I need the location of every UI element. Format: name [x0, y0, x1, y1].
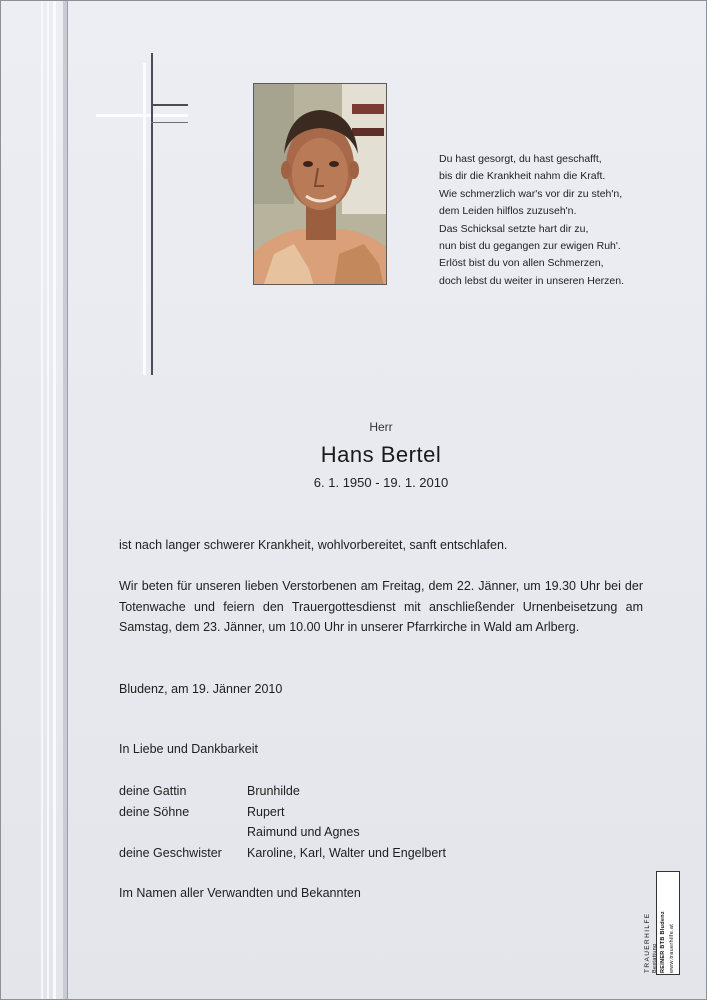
family-names: Karoline, Karl, Walter und Engelbert: [247, 845, 446, 860]
poem: [439, 151, 689, 290]
family-list: [119, 781, 446, 863]
poem-line: Erlöst bist du von allen Schmerzen,: [439, 257, 604, 270]
poem-line: nun bist du gegangen zur ewigen Ruh'.: [439, 240, 621, 253]
poem-line: bis dir die Krankheit nahm die Kraft.: [439, 170, 606, 183]
portrait-image: [254, 84, 387, 285]
life-dates: 6. 1. 1950 - 19. 1. 2010: [313, 475, 449, 490]
family-relation: deine Söhne: [119, 804, 190, 819]
stamp-brand: TRAUERHILFE: [644, 912, 651, 973]
family-row: [119, 781, 446, 802]
family-row: [119, 822, 446, 843]
stripe: [41, 1, 43, 999]
family-relation: deine Geschwister: [119, 845, 222, 860]
family-relation: [119, 822, 247, 843]
deceased-name: Hans Bertel: [320, 442, 442, 467]
stripe: [63, 1, 67, 999]
stripe: [47, 1, 49, 999]
intro-text: ist nach langer schwerer Krankheit, wohlvorbereitet, sanft entschlafen.: [119, 538, 508, 552]
cross-icon: [96, 53, 191, 378]
love-text: In Liebe und Dankbarkeit: [119, 742, 258, 756]
poem-line: doch lebst du weiter in unseren Herzen.: [439, 274, 625, 287]
place-date: Bludenz, am 19. Jänner 2010: [119, 682, 283, 696]
poem-line: Das Schicksal setzte hart dir zu,: [439, 222, 589, 235]
closing-text: Im Namen aller Verwandten und Bekannten: [119, 886, 361, 900]
service-text: Wir beten für unseren lieben Verstorbenen am Freitag, dem 22. Jänner, um 19.30 Uhr bei der Totenwache und feiern den Trauergottesdienst mit anschließender Urnenbeisetzung am Samstag, dem 23. Jänner, um 10.00 Uhr in unserer Pfarrkirche in Wald am Arlberg.: [119, 579, 643, 634]
stamp-line: Bestattung: [652, 943, 658, 973]
undertaker-stamp: [642, 871, 682, 976]
decorative-stripes: [41, 1, 67, 999]
family-names: Raimund und Agnes: [247, 825, 360, 839]
family-row: [119, 843, 446, 864]
family-row: [119, 802, 446, 823]
stamp-line: www.trauerhilfe.at: [669, 923, 675, 973]
portrait-photo: [253, 83, 387, 285]
stamp-line: REINER BTB Bludenz: [660, 911, 666, 973]
poem-line: dem Leiden hilflos zuzuseh'n.: [439, 205, 577, 218]
poem-line: Wie schmerzlich war's vor dir zu steh'n,: [439, 187, 623, 200]
family-relation: deine Gattin: [119, 784, 187, 798]
salutation: Herr: [369, 420, 393, 434]
family-names: Brunhilde: [247, 784, 300, 798]
poem-line: Du hast gesorgt, du hast geschafft,: [439, 153, 602, 165]
family-names: Rupert: [247, 804, 285, 819]
stripe: [53, 1, 56, 999]
